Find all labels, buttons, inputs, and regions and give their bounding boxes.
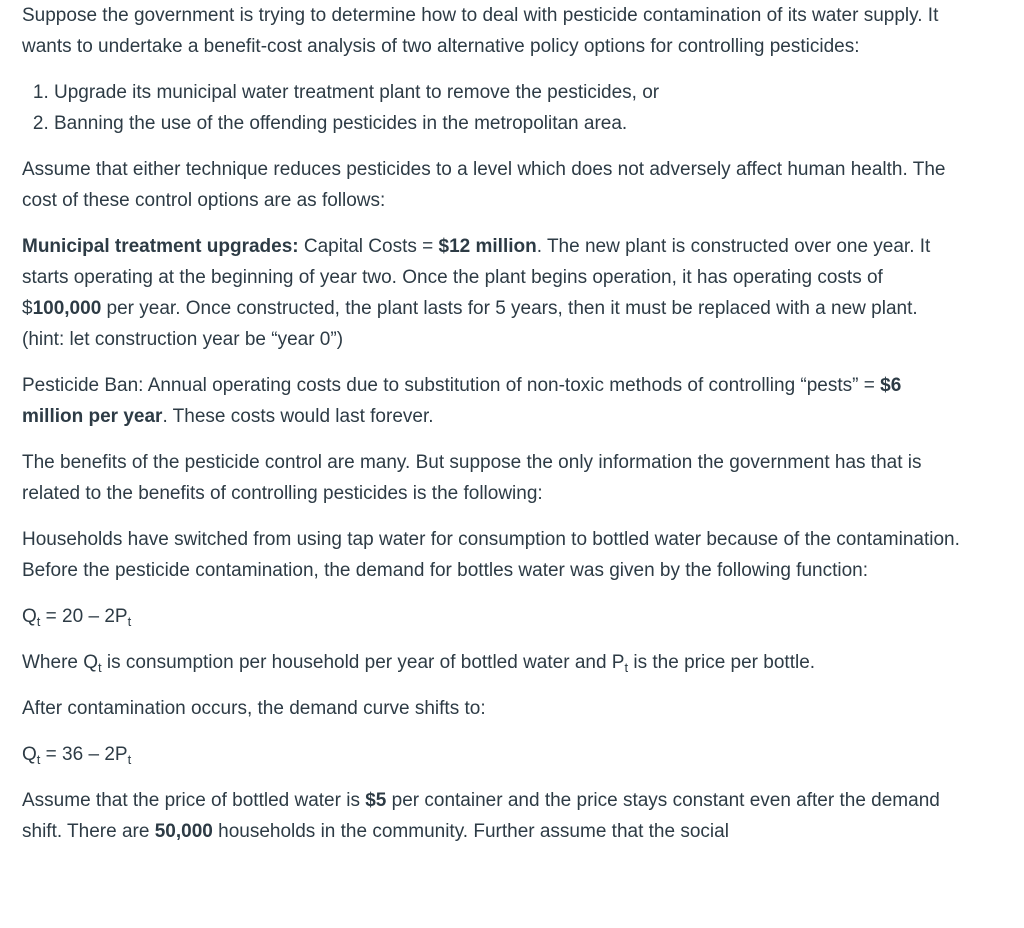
municipal-paragraph xyxy=(22,231,960,355)
eq-term: = 36 – 2P xyxy=(40,744,128,765)
where-paragraph xyxy=(22,647,960,678)
municipal-heading: Municipal treatment upgrades: xyxy=(22,236,299,257)
operating-cost: 100,000 xyxy=(32,298,102,319)
household-count: 50,000 xyxy=(154,821,213,842)
text-span: Capital Costs = xyxy=(298,236,439,257)
policy-options-list xyxy=(22,77,960,139)
demand-equation-after xyxy=(22,739,960,770)
text-span: Assume that the price of bottled water is xyxy=(22,790,366,811)
eq-subscript: t xyxy=(127,614,132,629)
assumption-paragraph: Assume that either technique reduces pesticides to a level which does not adversely affect human health. The cost of these control options are as follows: xyxy=(22,159,946,211)
eq-term: Q xyxy=(22,744,37,765)
benefits-paragraph: The benefits of the pesticide control are many. But suppose the only information the government has that is related to the benefits of controlling pesticides is the following: xyxy=(22,452,922,504)
eq-subscript: t xyxy=(36,752,41,767)
text-span: Pesticide Ban: Annual operating costs due to substitution of non-toxic methods of controlling “pests” = xyxy=(22,375,881,396)
text-span: households in the community. Further assume that the social xyxy=(212,821,729,842)
ban-cost: $6 million per year xyxy=(22,375,902,427)
text-span: . These costs would last forever. xyxy=(162,406,434,427)
intro-paragraph: Suppose the government is trying to determine how to deal with pesticide contamination of its water supply. It wants to undertake a benefit-cost analysis of two alternative policy options for controlling pesticides: xyxy=(22,5,939,57)
text-span: Where Q xyxy=(22,652,99,673)
ban-paragraph xyxy=(22,370,960,432)
eq-term: Q xyxy=(22,606,37,627)
text-span: per year. Once constructed, the plant lasts for 5 years, then it must be replaced with a new plant. (hint: let construction year be “year 0”) xyxy=(22,298,918,350)
eq-subscript: t xyxy=(624,660,629,675)
after-paragraph: After contamination occurs, the demand curve shifts to: xyxy=(22,698,486,719)
eq-subscript: t xyxy=(36,614,41,629)
demand-equation-before xyxy=(22,601,960,632)
eq-subscript: t xyxy=(98,660,102,675)
eq-term: = 20 – 2P xyxy=(40,606,128,627)
list-item: 1. Upgrade its municipal water treatment plant to remove the pesticides, or xyxy=(54,77,960,108)
eq-subscript: t xyxy=(127,752,132,767)
text-span: is the price per bottle. xyxy=(628,652,816,673)
households-paragraph: Households have switched from using tap water for consumption to bottled water because of the contamination. Before the pesticide contamination, the demand for bottles water was given by the following function: xyxy=(22,529,960,581)
list-item: 2. Banning the use of the offending pesticides in the metropolitan area. xyxy=(54,108,960,139)
final-paragraph xyxy=(22,785,960,847)
text-span: is consumption per household per year of bottled water and P xyxy=(101,652,625,673)
text-span: . The new plant is constructed over one year. It starts operating at the beginning of year two. Once the plant begins operation, it has operating costs of $ xyxy=(22,236,931,319)
capital-cost: $12 million xyxy=(438,236,537,257)
bottle-price: $5 xyxy=(365,790,387,811)
text-span: per container and the price stays constant even after the demand shift. There are xyxy=(22,790,940,842)
